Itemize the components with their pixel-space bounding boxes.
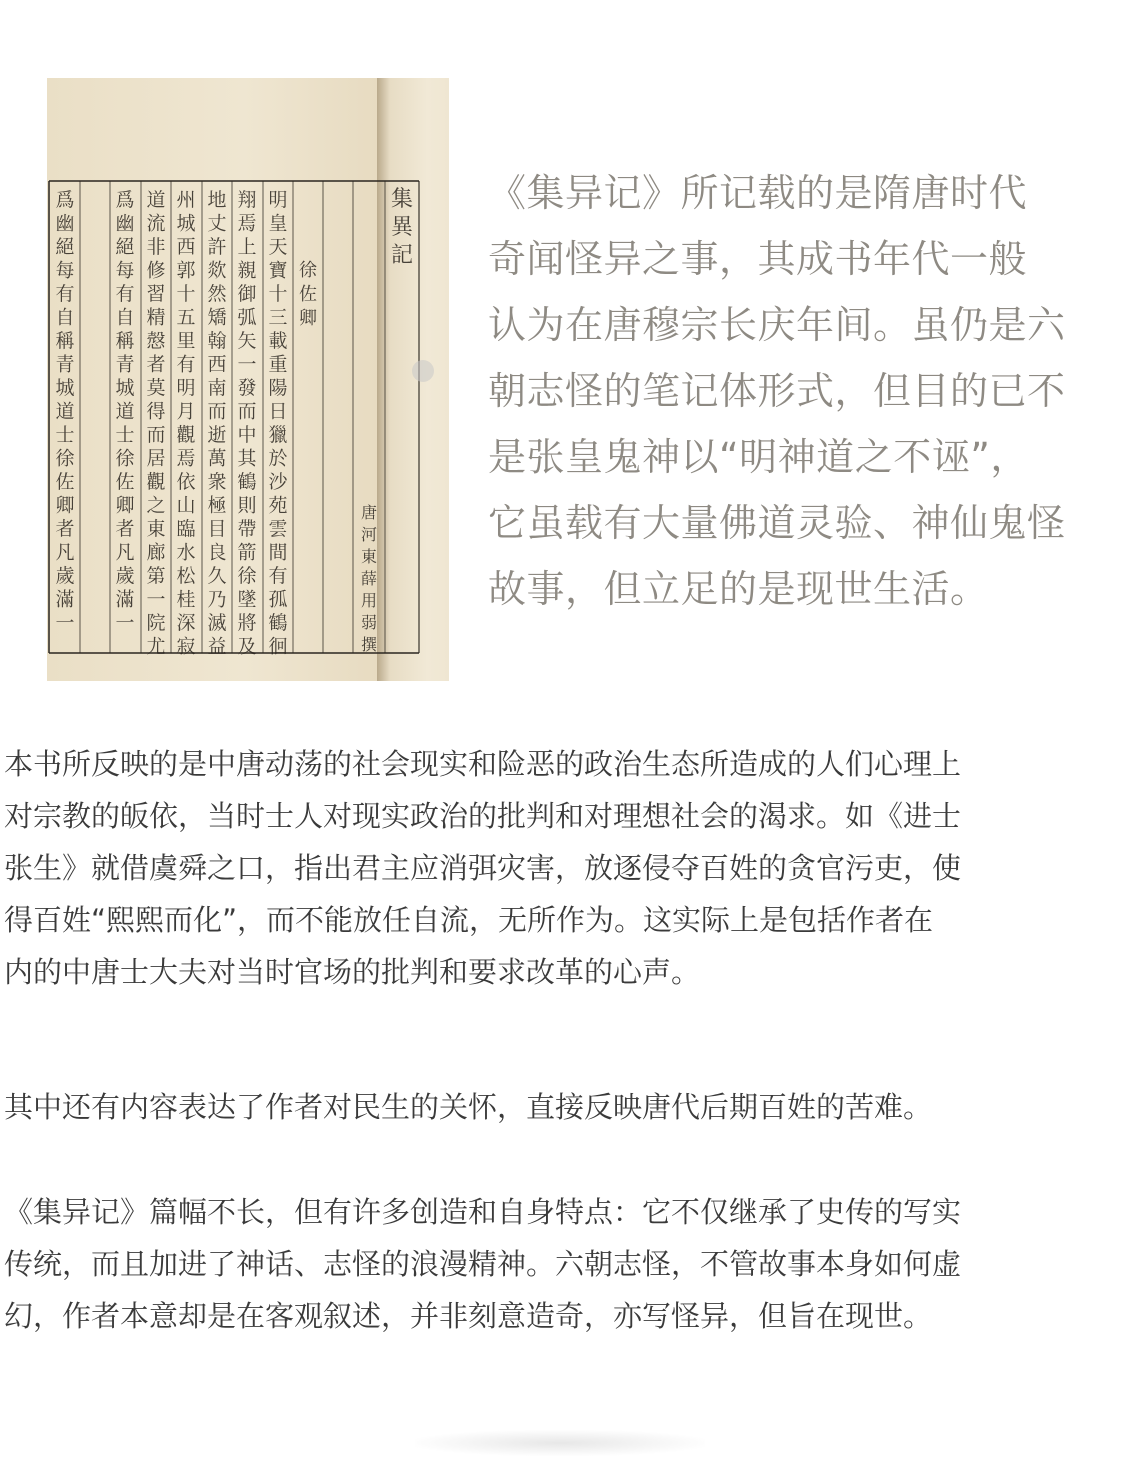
paragraph-line: 得百姓“熙熙而化”，而不能放任自流，无所作为。这实际上是包括作者在 [4,903,934,937]
svg-text:將: 將 [237,612,257,634]
svg-text:而: 而 [207,400,227,423]
svg-text:第: 第 [146,565,166,587]
watermark [412,360,449,384]
svg-text:徊: 徊 [268,635,288,658]
svg-text:益: 益 [207,635,227,658]
svg-text:寶: 寶 [268,259,288,282]
book-text-columns [47,78,449,681]
svg-text:及: 及 [237,635,257,658]
svg-text:沙: 沙 [268,471,288,493]
quote-line: 故事，但立足的是现世生活。 [488,567,989,611]
paragraph-line: 张生》就借虞舜之口，指出君主应消弭灾害，放逐侵夺百姓的贪官污吏，使 [4,851,962,885]
svg-text:院: 院 [146,612,166,634]
quote-line: 《集异记》所记载的是隋唐时代 [488,171,1028,215]
svg-text:獵: 獵 [268,424,288,446]
svg-text:翔: 翔 [237,189,257,211]
svg-text:者: 者 [55,518,75,540]
svg-text:徐: 徐 [55,447,75,470]
svg-text:天: 天 [268,236,288,258]
svg-text:幽: 幽 [55,212,75,235]
svg-text:異: 異 [390,215,414,240]
svg-text:親: 親 [237,259,257,282]
bottom-blur [415,1430,705,1456]
svg-text:丈: 丈 [207,212,227,235]
svg-text:明: 明 [176,377,196,399]
book-column-text [176,189,196,658]
svg-text:徐: 徐 [299,260,317,281]
svg-text:凡: 凡 [115,541,135,564]
svg-text:間: 間 [268,541,288,564]
svg-text:凡: 凡 [55,541,75,564]
svg-text:卿: 卿 [299,308,317,329]
svg-text:欻: 欻 [207,259,227,282]
paragraph-line: 传统，而且加进了神话、志怪的浪漫精神。六朝志怪，不管故事本身如何虚 [4,1247,962,1281]
book-page-image [47,78,449,681]
svg-text:莫: 莫 [146,377,166,399]
svg-text:帶: 帶 [237,518,257,540]
svg-text:而: 而 [146,424,166,446]
svg-text:爲: 爲 [55,189,75,211]
svg-text:一: 一 [115,612,135,634]
svg-text:則: 則 [237,494,257,517]
svg-text:萬: 萬 [207,447,227,470]
svg-text:許: 許 [207,236,227,258]
svg-text:弱: 弱 [360,613,378,632]
svg-text:道: 道 [55,400,75,423]
chapter-title-text [299,260,317,329]
svg-text:依: 依 [176,471,196,493]
paragraph-line: 《集异记》篇幅不长，但有许多创造和自身特点：它不仅继承了史传的写实 [4,1195,962,1229]
svg-text:每: 每 [55,259,75,282]
svg-text:孤: 孤 [268,588,288,611]
svg-text:者: 者 [115,518,135,540]
svg-text:弧: 弧 [237,306,257,329]
svg-text:滿: 滿 [55,588,75,611]
svg-text:墜: 墜 [237,588,257,611]
svg-text:久: 久 [207,565,227,587]
book-column-text [237,189,257,658]
svg-text:十: 十 [176,283,196,305]
svg-text:絕: 絕 [55,236,75,258]
svg-text:苑: 苑 [268,494,288,517]
book-column-text [146,189,165,658]
paragraph-features [4,1186,1122,1342]
svg-text:歲: 歲 [55,565,75,587]
svg-text:矯: 矯 [207,306,227,329]
svg-text:士: 士 [55,424,75,446]
svg-text:居: 居 [146,447,166,470]
svg-text:極: 極 [207,494,227,517]
paragraph-line: 其中还有内容表达了作者对民生的关怀，直接反映唐代后期百姓的苦难。 [4,1090,933,1124]
svg-text:稱: 稱 [55,330,75,352]
svg-text:箭: 箭 [237,541,257,564]
book-column-text [268,189,288,658]
book-column-text [207,189,227,658]
svg-text:城: 城 [55,377,75,399]
svg-text:西: 西 [176,236,196,258]
svg-text:深: 深 [176,612,196,634]
quote-line: 朝志怪的笔记体形式，但目的已不 [488,369,1066,413]
paragraph-line: 幻，作者本意却是在客观叙述，并非刻意造奇，亦写怪异，但旨在现世。 [4,1299,933,1333]
svg-text:於: 於 [268,447,288,470]
svg-text:幽: 幽 [115,212,135,235]
svg-text:州: 州 [176,189,196,211]
svg-text:一: 一 [237,353,257,376]
svg-text:佐: 佐 [299,284,317,305]
svg-text:爲: 爲 [115,189,135,211]
svg-text:徐: 徐 [237,565,257,587]
svg-text:焉: 焉 [176,447,196,470]
svg-text:西: 西 [207,353,227,376]
svg-text:每: 每 [115,259,135,282]
svg-text:得: 得 [146,400,166,423]
svg-text:滿: 滿 [115,588,135,611]
svg-text:城: 城 [115,377,135,399]
svg-text:矢: 矢 [237,330,257,352]
svg-text:月: 月 [176,400,196,423]
svg-text:有: 有 [115,283,135,305]
svg-text:觀: 觀 [176,424,196,446]
svg-text:乃: 乃 [207,588,227,611]
svg-text:尤: 尤 [146,635,166,658]
svg-text:然: 然 [207,283,227,305]
svg-text:之: 之 [146,494,166,517]
svg-text:御: 御 [237,283,257,305]
svg-text:城: 城 [176,212,196,235]
svg-text:南: 南 [207,377,227,399]
svg-text:一: 一 [55,612,75,634]
book-column-text [55,189,74,634]
svg-text:東: 東 [146,518,166,540]
svg-text:皇: 皇 [268,212,288,235]
quote-line: 认为在唐穆宗长庆年间。虽仍是六 [488,303,1066,347]
svg-text:歲: 歲 [115,565,135,587]
svg-text:三: 三 [268,306,288,329]
svg-text:慤: 慤 [146,330,166,352]
svg-text:卿: 卿 [55,494,75,517]
svg-text:中: 中 [237,424,257,446]
svg-text:記: 記 [390,243,414,268]
svg-text:衆: 衆 [207,471,227,493]
svg-text:觀: 觀 [146,471,166,493]
svg-text:臨: 臨 [176,518,196,540]
quote-line: 它虽载有大量佛道灵验、神仙鬼怪 [488,501,1066,545]
svg-text:徐: 徐 [115,447,135,470]
svg-text:焉: 焉 [237,212,257,235]
svg-text:明: 明 [268,189,288,211]
svg-text:唐: 唐 [360,503,378,522]
quote-line: 奇闻怪异之事，其成书年代一般 [488,237,1028,281]
svg-text:其: 其 [237,447,257,470]
svg-text:有: 有 [55,283,75,305]
intro-quote [488,160,1118,622]
svg-text:翰: 翰 [207,330,227,352]
svg-text:桂: 桂 [176,588,196,611]
svg-text:集: 集 [390,187,414,212]
paragraph-livelihood [4,1081,1122,1133]
svg-text:有: 有 [268,565,288,587]
svg-text:河: 河 [360,525,378,544]
svg-text:鶴: 鶴 [237,471,257,493]
svg-text:發: 發 [237,377,257,399]
svg-text:水: 水 [176,541,196,564]
svg-text:佐: 佐 [55,471,75,493]
paragraph-line: 对宗教的皈依，当时士人对现实政治的批判和对理想社会的渴求。如《进士 [4,799,962,833]
svg-text:山: 山 [176,494,196,517]
svg-text:絕: 絕 [115,236,135,258]
svg-text:非: 非 [146,236,166,258]
paragraph-line: 内的中唐士大夫对当时官场的批判和要求改革的心声。 [4,955,701,989]
svg-text:廊: 廊 [146,541,166,564]
svg-text:自: 自 [115,306,135,329]
svg-text:里: 里 [176,330,196,352]
svg-text:道: 道 [115,400,135,423]
svg-text:陽: 陽 [268,377,288,399]
svg-text:青: 青 [55,353,75,376]
quote-line: 是张皇鬼神以“明神道之不诬”， [488,435,1029,479]
svg-text:滅: 滅 [207,612,227,634]
svg-text:青: 青 [115,353,135,376]
svg-text:鶴: 鶴 [268,612,288,634]
watermark-logo-icon [412,360,434,382]
svg-text:用: 用 [360,591,378,610]
svg-text:地: 地 [207,189,227,211]
svg-text:重: 重 [268,353,288,376]
svg-text:雲: 雲 [268,518,288,540]
author-line-text [361,503,377,654]
svg-text:卿: 卿 [115,494,135,517]
svg-text:五: 五 [176,306,196,329]
svg-text:者: 者 [146,353,166,376]
svg-text:郭: 郭 [176,259,196,282]
svg-text:寂: 寂 [176,635,196,658]
svg-text:流: 流 [146,212,166,235]
book-title-text [391,187,414,268]
svg-text:士: 士 [115,424,135,446]
svg-text:習: 習 [146,283,166,305]
svg-text:自: 自 [55,306,75,329]
svg-text:東: 東 [360,547,378,566]
svg-text:撰: 撰 [360,635,378,654]
svg-text:逝: 逝 [207,424,227,446]
svg-text:載: 載 [268,330,288,352]
svg-text:良: 良 [207,541,227,564]
svg-text:而: 而 [237,400,257,423]
svg-text:有: 有 [176,353,196,376]
svg-text:十: 十 [268,283,288,305]
svg-text:佐: 佐 [115,471,135,493]
svg-text:精: 精 [146,306,166,329]
paragraph-line: 本书所反映的是中唐动荡的社会现实和险恶的政治生态所造成的人们心理上 [4,747,962,781]
book-column-text [115,189,134,634]
svg-text:松: 松 [176,565,196,587]
svg-text:稱: 稱 [115,330,135,352]
svg-text:道: 道 [146,189,166,211]
svg-text:上: 上 [237,236,257,258]
svg-text:日: 日 [268,400,288,423]
paragraph-social-reality [4,738,1122,998]
svg-text:薛: 薛 [360,569,378,588]
svg-text:修: 修 [146,259,166,282]
svg-text:目: 目 [207,518,227,540]
svg-text:一: 一 [146,588,166,611]
